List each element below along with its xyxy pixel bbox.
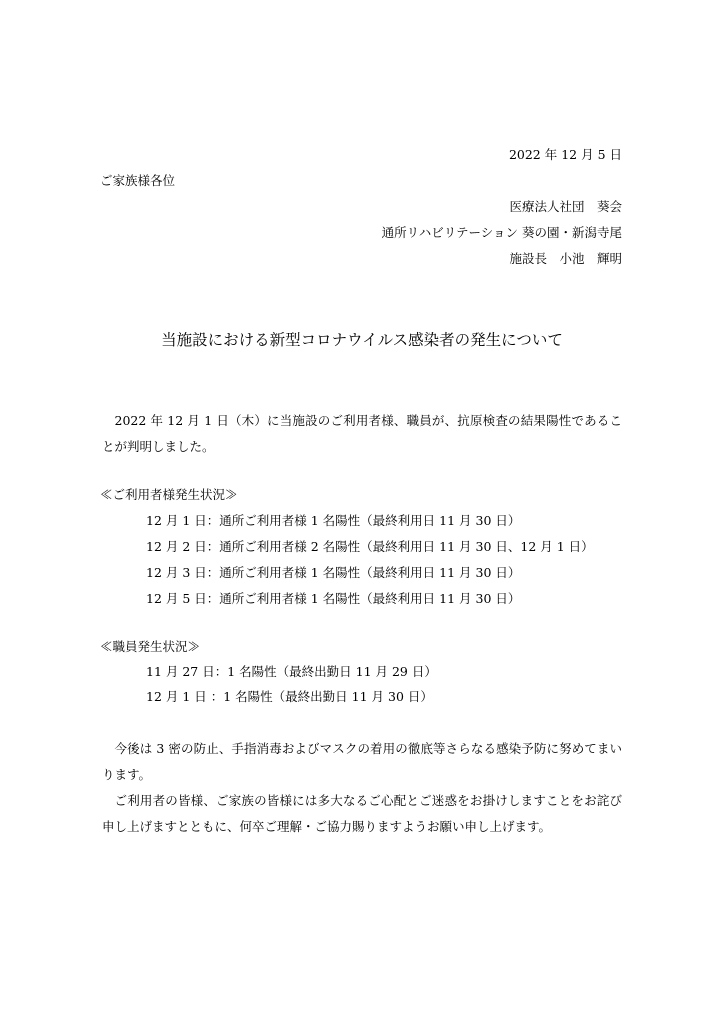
users-item: 12 月 3 日：通所ご利用者様 1 名陽性（最終利用日 11 月 30 日） [146, 565, 521, 580]
sender-director: 施設長 小池 輝明 [509, 251, 622, 266]
staff-item: 12 月 1 日 ：1 名陽性（最終出勤日 11 月 30 日） [146, 689, 433, 704]
users-item: 12 月 2 日：通所ご利用者様 2 名陽性（最終利用日 11 月 30 日、12 月 1 日） [146, 539, 594, 554]
sender-organization: 医療法人社団 葵会 [509, 199, 622, 214]
intro-paragraph [102, 408, 622, 460]
intro-text: 2022 年 12 月 1 日（木）に当施設のご利用者様、職員が、抗原検査の結果陽性であることが判明しました。 [102, 413, 622, 454]
closing-paragraph: ご利用者の皆様、ご家族の皆様には多大なるご心配とご迷惑をお掛けしますことをお詫び申し上げますとともに、何卒ご理解・ご協力賜りますようお願い申し上げます。 [102, 793, 622, 834]
date: 2022 年 12 月 5 日 [508, 147, 622, 162]
addressee: ご家族様各位 [100, 173, 176, 188]
sender-facility: 通所リハビリテーション 葵の園・新潟寺尾 [381, 225, 622, 240]
staff-section-heading: ≪職員発生状況≫ [100, 639, 201, 654]
staff-item: 11 月 27 日：1 名陽性（最終出勤日 11 月 29 日） [146, 664, 437, 679]
users-section-heading: ≪ご利用者様発生状況≫ [100, 487, 238, 502]
closing-paragraph: 今後は 3 密の防止、手指消毒およびマスクの着用の徹底等さらなる感染予防に努めてまいります。 [102, 741, 622, 782]
users-item: 12 月 1 日：通所ご利用者様 1 名陽性（最終利用日 11 月 30 日） [146, 513, 521, 528]
closing-paragraphs [102, 736, 622, 840]
document-title: 当施設における新型コロナウイルス感染者の発生について [161, 331, 563, 349]
users-item: 12 月 5 日：通所ご利用者様 1 名陽性（最終利用日 11 月 30 日） [146, 591, 521, 606]
